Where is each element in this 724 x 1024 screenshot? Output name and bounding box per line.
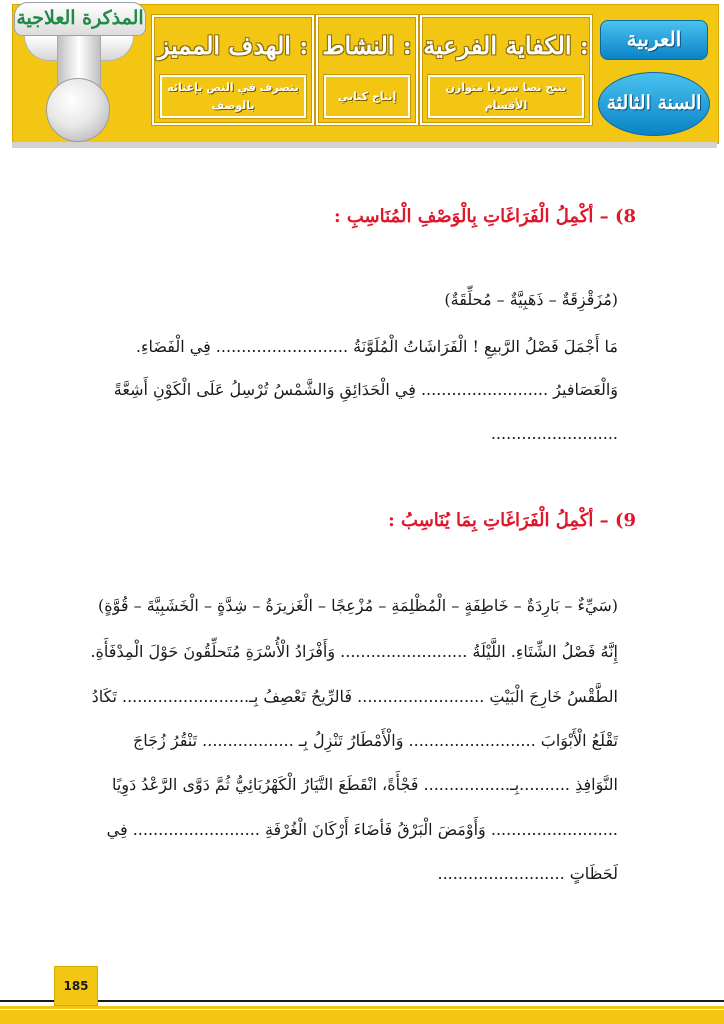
goal-box [152,15,314,125]
q8-line-1: مَا أَجْمَلَ فَصْلُ الرَّبيعِ ! الْفَرَاشَاتُ الْمُلَوَّنَةُ .......................... فِي الْفَضَاءِ. [135,337,618,356]
q9-line-3: تَقْلَعُ الْأَبْوَابَ ......................... وَالْأَمْطَارُ تَنْزِلُ بِـ .................. تَنْقُرُ زُجَاجَ [132,731,618,750]
activity-title: النشاط : [322,31,412,60]
q9-title: 9) – أكْمِلُ الْفَرَاغَاتِ بِمَا يُنَاسِبُ : [388,510,636,531]
q9-line-4: النَّوَافِذِ ..........بِـ................. فَجْأَةً، انْقَطَعَ التَّيَارُ الْكَهْرُبَائِيُّ ثُمَّ دَوَّى الرَّعْدُ دَوِيًا [112,775,618,794]
goal-desc: يتصرف في النص بإغنائه بالوصف [160,75,306,118]
q8-word-bank: (مُزَقْزِقَةٌ – ذَهَبِيَّةٌ – مُحلِّقَةٌ) [444,290,618,309]
memo-title: المذكرة العلاجية [14,2,146,36]
year-label: السنة الثالثة [598,72,710,136]
q9-line-2: الطَّقْسُ خَارِجَ الْبَيْتِ ......................... فَالرِّيحُ تَعْصِفُ بِـ......................... تَكَادُ [91,687,618,706]
footer-band [0,1010,724,1024]
footer-accent-rule [0,1006,724,1009]
q9-line-1: إِنَّهُ فَصْلُ الشِّتَاءِ. اللَّيْلَةُ ......................... وَأَفْرَادُ الْأُسْرَةِ مُتَحلِّقُونَ حَوْلَ الْمِدْفَأَةِ. [90,642,618,661]
memo-ball-icon [46,78,110,142]
competence-title: الكفاية الفرعية : [423,31,589,60]
activity-box [316,15,418,125]
q9-line-6: لَحَظَاتٍ ......................... [437,864,618,883]
q8-line-3: ......................... [490,424,618,443]
competence-box [420,15,592,125]
q8-line-2: وَالْعَصَافيرُ ......................... فِي الْحَدَائِقِ وَالشَّمْسُ تُرْسِلُ عَلَى الْكَوْنِ أَشِعَّةً [113,380,618,399]
header-shadow [12,142,717,148]
goal-title: الهدف المميز : [157,31,309,60]
footer-rule [0,1000,724,1002]
q8-title: 8) – أكْمِلُ الْفَرَاغَاتِ بِالْوَصْفِ الْمُنَاسِبِ : [333,206,636,227]
activity-desc: إنتاج كتابي [324,75,410,118]
subject-label: العربية [600,20,708,60]
competence-desc: ينتج نصا سرديا متوازن الأقسام [428,75,584,118]
page-number: 185 [54,966,98,1006]
q9-line-5: ......................... وَأَوْمَضَ الْبَرْقُ فَأضَاءَ أَرْكَانَ الْغُرْفَةِ ......................... فِي [106,820,618,839]
q9-word-bank: (سَيِّءٌ – بَارِدَةٌ – خَاطِفَةٍ – الْمُظْلِمَةِ – مُزْعِجًا – الْغَزيرَةُ – شِدَّةٍ – الْخَشَبِيَّةَ – قُوَّةٍ) [98,596,618,615]
